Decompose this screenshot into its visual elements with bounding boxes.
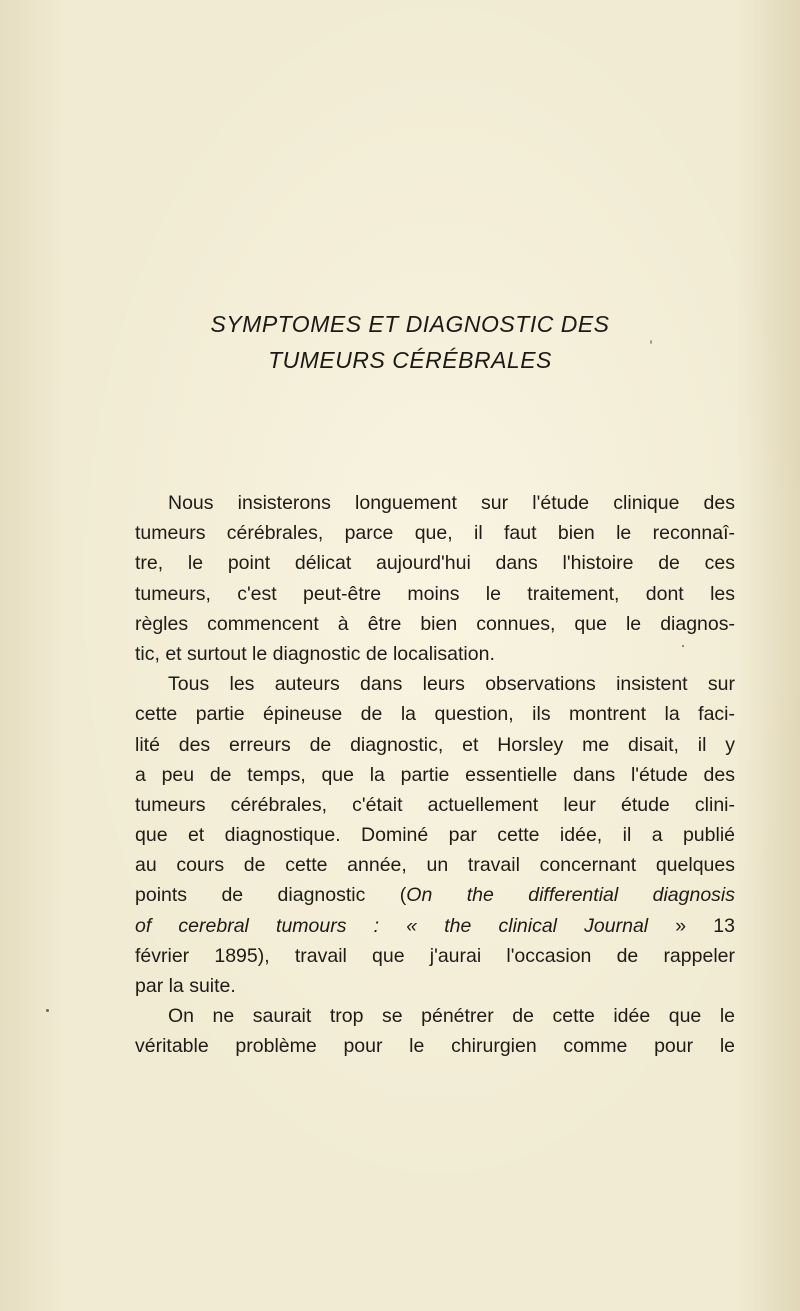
text-line: février 1895), travail que j'aurai l'occasion de rappeler <box>135 944 735 967</box>
text-line: par la suite. <box>135 975 236 997</box>
text-line: que et diagnostique. Dominé par cette idée, il a publié <box>135 824 735 847</box>
text-segment: points de diagnostic ( <box>135 884 407 907</box>
text-line-with-citation <box>135 911 735 941</box>
text-line: règles commencent à être bien connues, que le diagnos- <box>135 612 735 635</box>
text-line: On ne saurait trop se pénétrer de cette idée que le <box>168 1005 735 1028</box>
paper-speck <box>46 1009 49 1012</box>
chapter-title <box>100 306 720 378</box>
text-line: cette partie épineuse de la question, ils montrent la faci- <box>135 703 735 726</box>
citation-title: of cerebral tumours : « the clinical Journal <box>135 914 649 937</box>
paper-speck <box>650 340 652 344</box>
body-text <box>135 488 735 1062</box>
text-line: Tous les auteurs dans leurs observations insistent sur <box>168 673 735 696</box>
text-line: tre, le point délicat aujourd'hui dans l'histoire de ces <box>135 552 735 575</box>
text-segment: » 13 <box>648 914 736 937</box>
text-line-with-citation <box>135 880 735 910</box>
paper-speck <box>682 645 684 647</box>
text-line: Nous insisterons longuement sur l'étude clinique des <box>168 492 735 514</box>
chapter-title-line-1: SYMPTOMES ET DIAGNOSTIC DES <box>210 311 610 337</box>
chapter-title-line-2: TUMEURS CÉRÉBRALES <box>268 347 552 373</box>
text-line: lité des erreurs de diagnostic, et Horsley me disait, il y <box>135 733 735 756</box>
text-line: tumeurs cérébrales, parce que, il faut bien le reconnaî- <box>135 522 735 545</box>
text-line: véritable problème pour le chirurgien comme pour le <box>135 1035 735 1058</box>
citation-title: On the differential diagnosis <box>406 884 736 907</box>
text-line: tumeurs, c'est peut-être moins le traitement, dont les <box>135 582 735 605</box>
text-line: tumeurs cérébrales, c'était actuellement leur étude clini- <box>135 793 735 816</box>
text-line: a peu de temps, que la partie essentielle dans l'étude des <box>135 763 735 786</box>
text-line: au cours de cette année, un travail concernant quelques <box>135 854 735 877</box>
text-line: tic, et surtout le diagnostic de localisation. <box>135 642 495 665</box>
